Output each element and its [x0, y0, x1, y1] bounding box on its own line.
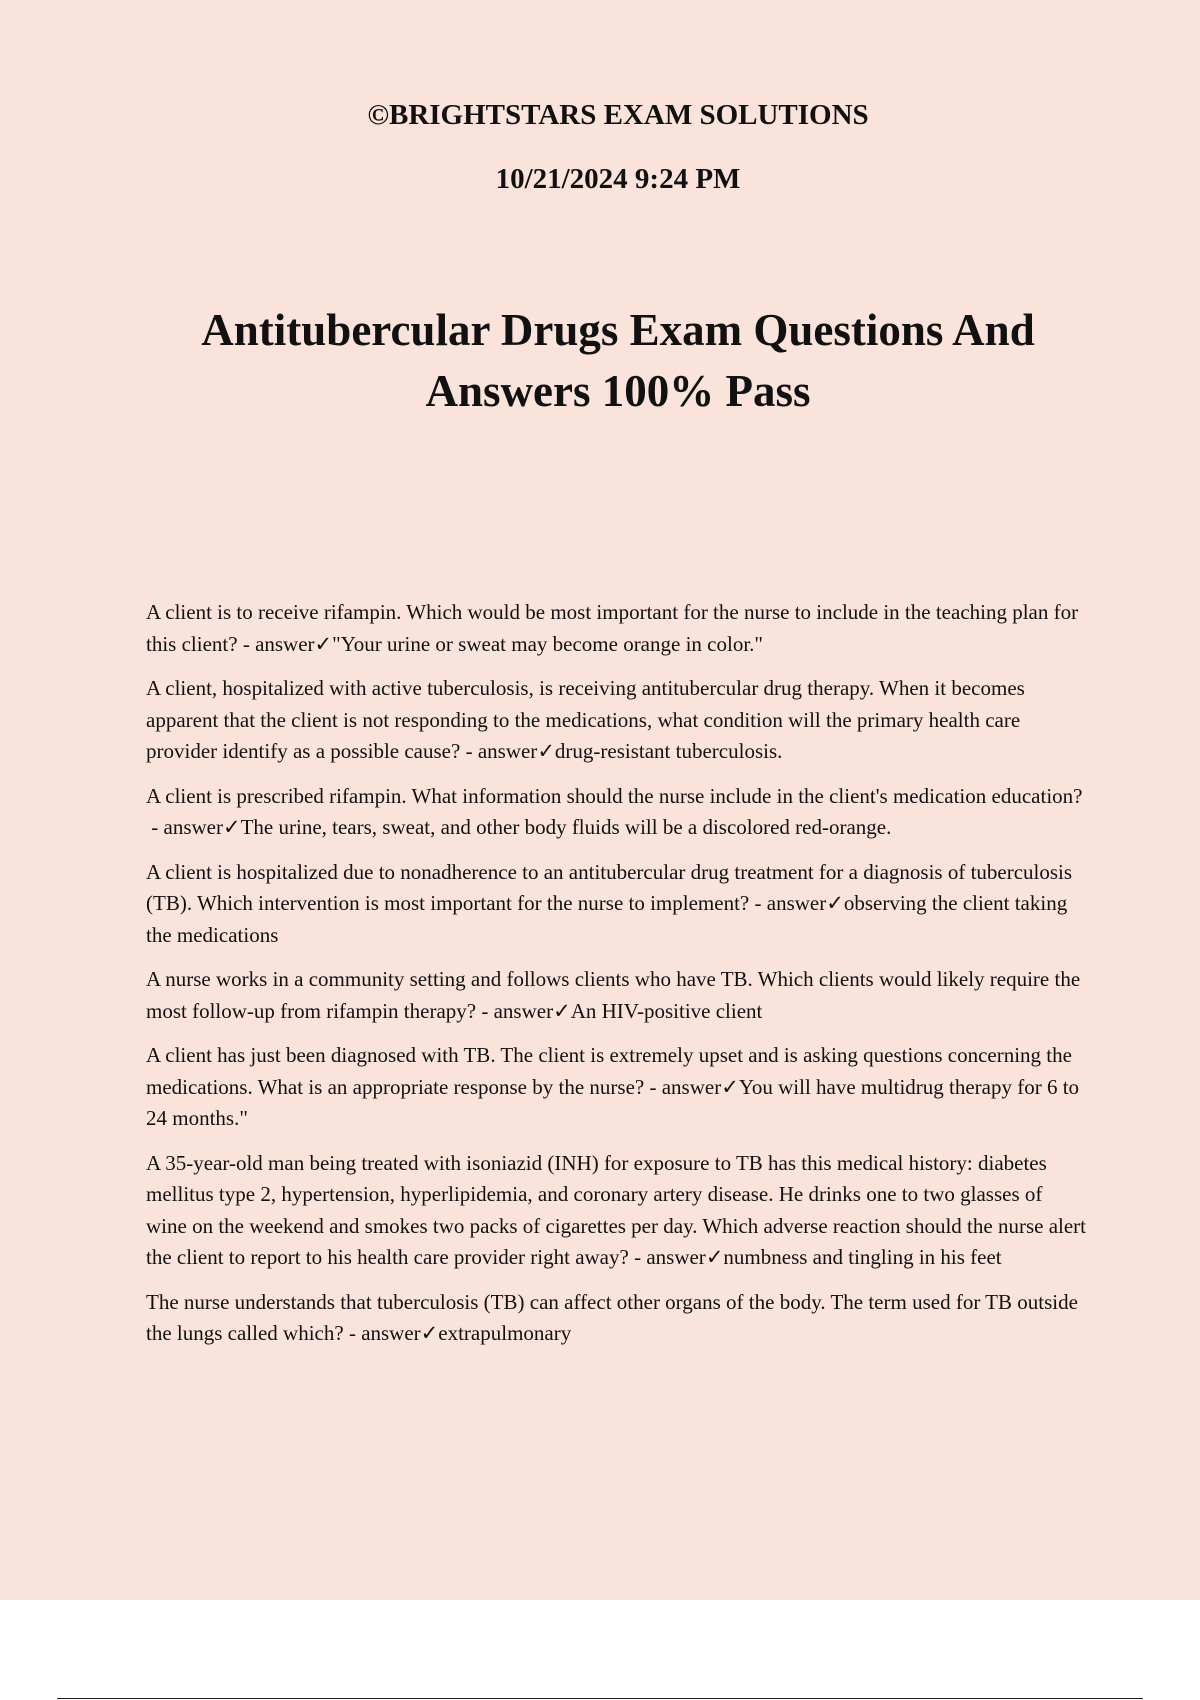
qa-item: [146, 597, 1086, 660]
qa-separator: -: [460, 739, 478, 763]
qa-item: [146, 857, 1086, 952]
qa-item: [146, 1287, 1086, 1350]
check-mark-icon: ✓: [705, 1245, 724, 1269]
qa-answer-label: answer: [646, 1245, 706, 1269]
qa-question: A client is to receive rifampin. Which would be most important for the nurse to include in the teaching plan for this client?: [146, 600, 1079, 656]
qa-answer: An HIV-positive client: [570, 998, 763, 1023]
check-mark-icon: ✓: [314, 631, 333, 656]
qa-question: A 35-year-old man being treated with isoniazid (INH) for exposure to TB has this medical history: diabetes mellitus type 2, hypertension, hyperlipidemia, and coronary artery disease. He drinks one to two glasses of wine on the weekend and smokes two packs of cigarettes per day. Which adverse reaction should the nurse alert the client to report to his health care provider right away?: [146, 1150, 1087, 1269]
qa-question: A client has just been diagnosed with TB. The client is extremely upset and is asking questions concerning the medications. What is an appropriate response by the nurse?: [146, 1043, 1072, 1099]
qa-list: [146, 597, 1086, 1363]
check-mark-icon: ✓: [420, 1321, 439, 1345]
check-mark-icon: ✓: [721, 1074, 739, 1099]
qa-separator: -: [628, 1245, 647, 1269]
qa-question: A nurse works in a community setting and follows clients who have TB. Which clients would likely require the most follow-up from rifampin therapy?: [146, 967, 1081, 1023]
qa-separator: -: [749, 891, 767, 915]
qa-question: A client is hospitalized due to nonadherence to an antitubercular drug treatment for a diagnosis of tuberculosis (TB). Which intervention is most important for the nurse to implement?: [146, 859, 1073, 915]
qa-answer: observing the client taking the medications: [146, 891, 1068, 947]
qa-question: A client, hospitalized with active tuberculosis, is receiving antitubercular drug therapy. When it becomes apparent that the client is not responding to the medications, what condition will the primary health care provider identify as a possible cause?: [146, 676, 1025, 763]
qa-answer-label: answer: [163, 815, 223, 839]
qa-separator: -: [476, 998, 494, 1023]
check-mark-icon: ✓: [553, 998, 571, 1023]
qa-answer-label: answer: [661, 1074, 722, 1099]
qa-separator: -: [146, 815, 164, 839]
timestamp-header: 10/21/2024 9:24 PM: [495, 163, 741, 195]
qa-answer-label: answer: [766, 891, 827, 915]
qa-answer-label: answer: [477, 739, 538, 763]
brand-header: ©BRIGHTSTARS EXAM SOLUTIONS: [367, 99, 869, 131]
qa-item: [146, 964, 1086, 1027]
qa-separator: -: [237, 631, 256, 656]
qa-item: [146, 1040, 1086, 1135]
qa-answer: "Your urine or sweat may become orange in color.": [332, 631, 763, 656]
check-mark-icon: ✓: [222, 815, 241, 839]
qa-question: A client is prescribed rifampin. What information should the nurse include in the client's medication education?: [146, 783, 1083, 808]
footer-divider: [57, 1698, 1143, 1699]
qa-answer: extrapulmonary: [438, 1321, 572, 1345]
qa-item: [146, 673, 1086, 768]
qa-answer: The urine, tears, sweat, and other body fluids will be a discolored red-orange.: [240, 815, 892, 839]
qa-answer-label: answer: [493, 998, 554, 1023]
qa-separator: -: [644, 1074, 662, 1099]
qa-item: [146, 781, 1086, 844]
qa-answer: drug-resistant tuberculosis.: [554, 739, 783, 763]
check-mark-icon: ✓: [537, 739, 555, 763]
qa-answer: numbness and tingling in his feet: [723, 1245, 1002, 1269]
qa-answer: You will have multidrug therapy for 6 to 24 months.": [146, 1074, 1080, 1130]
qa-item: [146, 1148, 1086, 1274]
document-title: Antitubercular Drugs Exam Questions And Answers 100% Pass: [201, 305, 1035, 416]
qa-answer-label: answer: [361, 1321, 421, 1345]
qa-question: The nurse understands that tuberculosis (TB) can affect other organs of the body. The term used for TB outside the lungs called which?: [146, 1289, 1078, 1345]
check-mark-icon: ✓: [826, 891, 844, 915]
qa-answer-label: answer: [255, 631, 315, 656]
qa-separator: -: [343, 1321, 362, 1345]
